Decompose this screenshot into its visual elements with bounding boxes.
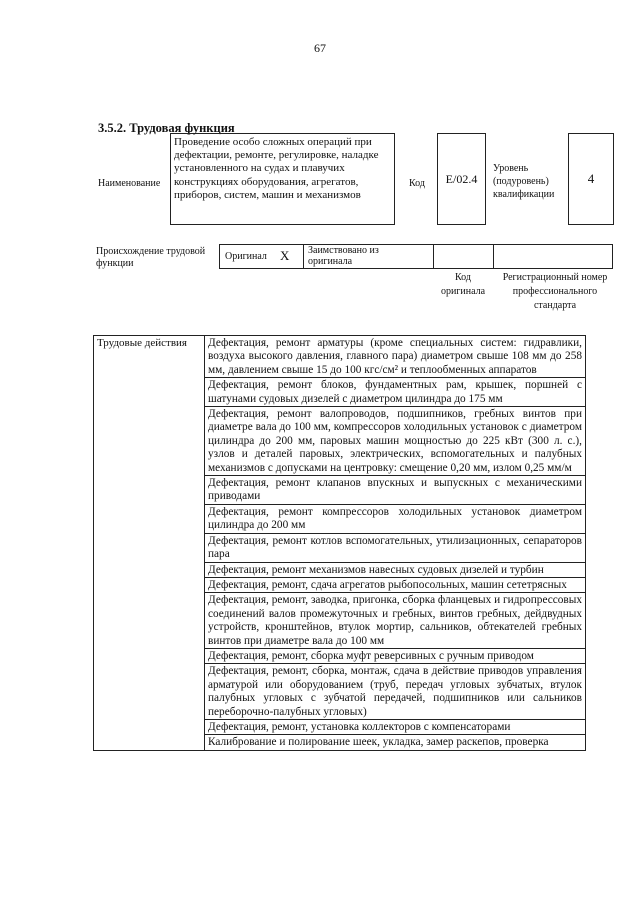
labor-action: Дефектация, ремонт компрессоров холодильных установок диаметром цилиндра до 200 мм (205, 504, 586, 533)
reg-number-cell (494, 245, 612, 268)
origin-label: Происхождение трудовой функции (96, 246, 206, 269)
labor-action: Дефектация, ремонт, сборка муфт реверсивных с ручным приводом (205, 648, 586, 663)
page-number: 67 (314, 41, 326, 55)
origin-row (219, 244, 613, 269)
level-value: 4 (587, 171, 595, 186)
labor-action: Дефектация, ремонт, установка коллекторов с компенсаторами (205, 719, 586, 734)
function-name-box: Проведение особо сложных операций при дефектации, ремонте, регулировке, наладке установленного на судах и плавучих конструкциях оборудования, агрегатов, приборов, систем, машин и механизмов (170, 133, 395, 225)
section-title: 3.5.2. Трудовая функция (98, 121, 235, 135)
level-label: Уровень (подуровень) квалификации (493, 163, 555, 200)
labor-actions-header: Трудовые действия (94, 336, 205, 751)
labor-action: Калибрование и полирование шеек, укладка, замер раскепов, проверка (205, 735, 586, 750)
code-value: E/02.4 (445, 171, 478, 186)
level-value-box (568, 133, 614, 225)
labor-action: Дефектация, ремонт, заводка, пригонка, сборка фланцевых и гидропрессовых соединений валов промежуточных и гребных, винтов гребных, дейдвудных устройств, кронштейнов, втулок мортир, сальников, обтекателей гребных винтов при диаметре вала до 100 мм (205, 593, 586, 649)
labor-action: Дефектация, ремонт арматуры (кроме специальных систем: гидравлики, воздуха высокого давления, главного пара) диаметром свыше 108 мм до 258 мм, давлением свыше 15 до 100 кгс/см² и теплообменных аппаратов (205, 336, 586, 378)
original-code-cell (434, 245, 494, 268)
borrowed-label: Заимствовано из оригинала (308, 245, 379, 267)
original-label: Оригинал (225, 251, 267, 262)
table-row (94, 336, 586, 378)
labor-action: Дефектация, ремонт блоков, фундаментных рам, крышек, поршней с шатунами судовых дизелей с диаметром цилиндра до 175 мм (205, 378, 586, 407)
labor-actions-table (93, 335, 586, 751)
labor-action: Дефектация, ремонт, сборка, монтаж, сдача в действие приводов управления арматурой или оборудованием (труб, передач угловых зубчатых, втулок палубных угловых с зубчатой передачей, подшипников или сальников переборочно-палубных угловых) (205, 664, 586, 720)
borrowed-cell (304, 245, 434, 268)
original-code-label: Код оригинала (440, 272, 486, 297)
reg-number-label: Регистрационный номер профессионального стандарта (502, 272, 608, 311)
code-value-box (437, 133, 486, 225)
original-mark: X (280, 248, 290, 263)
labor-action: Дефектация, ремонт механизмов навесных судовых дизелей и турбин (205, 562, 586, 577)
labor-action: Дефектация, ремонт котлов вспомогательных, утилизационных, сепараторов пара (205, 533, 586, 562)
labor-action: Дефектация, ремонт, сдача агрегатов рыбопосольных, машин сететрясных (205, 577, 586, 592)
name-label: Наименование (98, 178, 161, 189)
labor-action: Дефектация, ремонт клапанов впускных и выпускных с механическими приводами (205, 476, 586, 505)
code-label: Код (409, 178, 425, 189)
labor-action: Дефектация, ремонт валопроводов, подшипников, гребных винтов при диаметре вала до 100 мм, компрессоров холодильных установок с диаметром цилиндра до 200 мм, паровых машин мощностью до 225 кВт (300 л. с.), узлов и деталей паровых, электрических, вспомогательных и палубных механизмов с допусками на центровку: смещение 0,20 мм, излом 0,25 мм/м (205, 407, 586, 476)
original-cell (220, 245, 304, 268)
